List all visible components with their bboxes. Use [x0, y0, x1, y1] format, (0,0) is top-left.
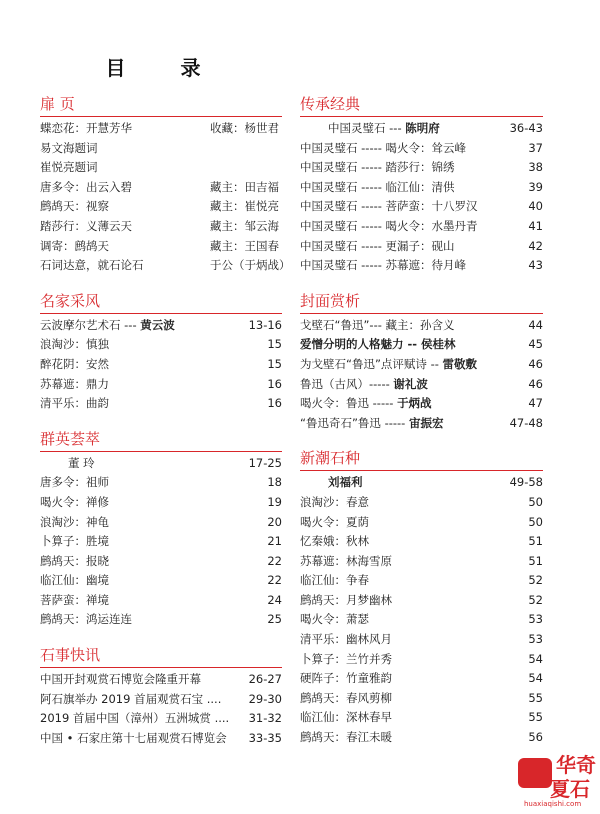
toc-entry-title: 崔悦亮题词 [40, 160, 98, 175]
toc-entry-page: 55 [528, 690, 543, 705]
toc-entry[interactable] [40, 178, 282, 198]
toc-entry[interactable] [40, 139, 282, 159]
toc-entry-title: 石词达意，就石论石 [40, 258, 144, 273]
toc-entry[interactable] [300, 217, 543, 237]
toc-entry-page: 19 [267, 494, 282, 509]
toc-entry[interactable] [40, 690, 282, 710]
watermark-url: huaxiaqishi.com [524, 800, 582, 808]
toc-entry-author: 宙振宏 [408, 415, 444, 430]
toc-entry[interactable] [40, 316, 282, 336]
toc-entry-title: 硬阵子：竹童雅韵 [300, 671, 392, 686]
toc-entry-title: 踏莎行：义薄云天 [40, 218, 132, 233]
toc-entry-title: 浪淘沙：神龟 [40, 514, 109, 529]
toc-entry[interactable] [40, 335, 282, 355]
toc-entry-title: “鲁迅奇石”鲁迅 ----- 宙振宏 [300, 415, 444, 430]
toc-entry-collector: 藏主：王国春 [210, 238, 279, 253]
toc-entry[interactable] [300, 630, 543, 650]
toc-entry-author: 爱憎分明的人格魅力 -- 侯桂林 [300, 337, 456, 352]
toc-entry[interactable] [40, 552, 282, 572]
toc-entry-title: 中国 • 石家庄第十七届观赏石博览会 [40, 730, 227, 745]
toc-entry-title: 苏幕遮：鼎力 [40, 376, 109, 391]
toc-entry-page: 46 [528, 356, 543, 371]
toc-entry-title: 为戈壁石“鲁迅”点评赋诗 -- 雷敬敷 [300, 356, 478, 371]
toc-entry-page: 42 [528, 238, 543, 253]
page-title: 目 录 [105, 56, 225, 80]
toc-entry-collector: 藏主：田吉福 [210, 179, 279, 194]
toc-entry-page: 37 [528, 140, 543, 155]
toc-entry-title: 卜算子：胜境 [40, 534, 109, 549]
watermark-logo-icon [516, 740, 596, 810]
toc-entry-title [328, 473, 363, 493]
toc-entry[interactable] [300, 178, 543, 198]
toc-entry[interactable] [40, 256, 291, 276]
toc-entry[interactable] [40, 591, 282, 611]
toc-entry[interactable] [300, 728, 543, 748]
toc-entry-title: 中国灵璧石 --- 陈明府 [328, 121, 440, 135]
toc-entry[interactable] [300, 414, 543, 434]
toc-entry-title: 喝火令：萧瑟 [300, 612, 369, 627]
section-divider [40, 116, 282, 117]
toc-entry-page: 26-27 [248, 672, 282, 687]
logo-block-left [518, 758, 552, 788]
toc-entry-title: 浪淘沙：春意 [300, 494, 369, 509]
toc-entry-page: 16 [267, 396, 282, 411]
toc-entry[interactable] [40, 217, 282, 237]
toc-entry-title: 鹧鸪天：报晓 [40, 553, 109, 568]
toc-entry[interactable] [300, 571, 543, 591]
toc-entry-title: 清平乐：曲韵 [40, 396, 109, 411]
toc-entry-title: 中国开封观赏石博览会隆重开幕 [40, 672, 201, 687]
toc-entry[interactable] [300, 610, 543, 630]
toc-entry[interactable] [40, 513, 282, 533]
toc-entry-title [300, 335, 456, 355]
toc-entry-page: 55 [528, 710, 543, 725]
section-heading: 扉 页 [40, 95, 75, 113]
toc-entry-page: 43 [528, 258, 543, 273]
toc-entry-page: 15 [267, 356, 282, 371]
toc-entry-title: 中国灵璧石 ----- 更漏子：砚山 [300, 238, 455, 253]
watermark-logo [516, 740, 596, 810]
toc-entry[interactable] [300, 394, 543, 414]
toc-entry[interactable] [300, 119, 543, 139]
toc-entry-title: 鹧鸪天：春风剪柳 [300, 690, 392, 705]
toc-entry[interactable] [300, 493, 543, 513]
toc-entry-title: 忆秦娥：秋林 [300, 534, 369, 549]
toc-entry-page: 29-30 [248, 691, 282, 706]
toc-entry-page: 51 [528, 553, 543, 568]
toc-entry[interactable] [300, 650, 543, 670]
toc-entry-page: 54 [528, 671, 543, 686]
toc-entry-title: 清平乐：幽林风月 [300, 632, 392, 647]
toc-entry[interactable] [40, 473, 282, 493]
section-heading: 新潮石种 [300, 449, 361, 468]
toc-entry-title: 唐多令：出云入碧 [40, 179, 132, 194]
toc-entry[interactable] [300, 237, 543, 257]
toc-entry-title: 中国灵璧石 ----- 踏莎行：锦绣 [300, 160, 455, 175]
toc-entry-collector: 藏主：邹云海 [210, 218, 279, 233]
toc-entry-page: 50 [528, 494, 543, 509]
toc-entry-author: 黄云波 [140, 317, 175, 332]
toc-entry[interactable] [40, 493, 282, 513]
toc-entry[interactable] [300, 532, 543, 552]
toc-entry-collector: 藏主：崔悦亮 [210, 199, 279, 214]
toc-entry-page: 52 [528, 592, 543, 607]
toc-entry-title: 中国灵璧石 ----- 喝火令：水墨丹青 [300, 218, 478, 233]
section-heading: 群英荟萃 [40, 429, 101, 448]
toc-entry[interactable] [300, 355, 543, 375]
toc-entry-title: 董 玲 [68, 455, 95, 470]
toc-entry[interactable] [300, 689, 543, 709]
toc-entry[interactable] [300, 552, 543, 572]
toc-entry[interactable] [40, 119, 282, 139]
section-heading: 石事快讯 [40, 646, 101, 665]
toc-entry-title: 苏幕遮：林海雪原 [300, 553, 392, 568]
section-divider [300, 313, 543, 314]
toc-entry[interactable] [300, 669, 543, 689]
toc-entry-author: 陈明府 [405, 121, 440, 135]
toc-entry-page: 41 [528, 218, 543, 233]
toc-entry-page: 44 [528, 317, 543, 332]
toc-entry[interactable] [300, 158, 543, 178]
toc-entry-page: 53 [528, 612, 543, 627]
toc-entry-title: 临江仙：幽境 [40, 573, 109, 588]
toc-entry-author: 于炳战 [397, 396, 432, 411]
toc-entry[interactable] [40, 670, 282, 690]
toc-entry-title: 戈壁石“鲁迅”--- 藏主：孙含义 [300, 317, 455, 332]
toc-entry-title: 中国灵璧石 ----- 菩萨蛮：十八罗汉 [300, 199, 478, 214]
toc-entry-page: 20 [267, 514, 282, 529]
toc-entry-page: 53 [528, 632, 543, 647]
toc-entry-title: 中国灵璧石 ----- 苏幕遮：待月峰 [300, 258, 467, 273]
toc-left-column [40, 92, 291, 748]
toc-entry-page: 50 [528, 514, 543, 529]
toc-entry-page: 18 [267, 475, 282, 490]
toc-entry-title: 蝶恋花：开慧芳华 [40, 121, 132, 135]
toc-entry-title: 云波摩尔艺术石 --- 黄云波 [40, 317, 175, 332]
toc-entry[interactable] [300, 256, 543, 276]
section-heading: 封面赏析 [300, 291, 361, 310]
toc-entry-title: 喝火令：鲁迅 ----- 于炳战 [300, 396, 432, 411]
toc-entry-title: 阿石旗举办 2019 首届观赏石宝 .... [40, 691, 222, 706]
toc-entry-title: 临江仙：深林春早 [300, 710, 392, 725]
toc-entry-page: 25 [267, 612, 282, 627]
section-divider [40, 313, 282, 314]
toc-entry-page: 47 [528, 396, 543, 411]
toc-entry[interactable] [300, 708, 543, 728]
toc-entry-page: 38 [528, 160, 543, 175]
toc-entry[interactable] [40, 729, 282, 749]
section-heading: 传承经典 [300, 95, 361, 113]
toc-entry-title: 菩萨蛮：禅境 [40, 592, 109, 607]
toc-entry-page: 49-58 [509, 475, 543, 490]
toc-entry-page: 24 [267, 592, 282, 607]
toc-entry-title: 中国灵璧石 ----- 临江仙：清供 [300, 179, 455, 194]
toc-entry-page: 54 [528, 651, 543, 666]
toc-entry-title: 调寄：鹧鸪天 [40, 238, 109, 253]
toc-entry-title: 鹧鸪天：鸿运连连 [40, 612, 132, 627]
toc-entry[interactable] [40, 709, 282, 729]
section-divider [300, 116, 543, 117]
toc-entry-title: 鲁迅（古风）----- 谢礼波 [300, 376, 428, 391]
toc-entry[interactable] [40, 375, 282, 395]
toc-entry-page: 22 [267, 553, 282, 568]
toc-entry[interactable] [40, 532, 282, 552]
toc-entry-page: 36-43 [509, 121, 543, 135]
toc-entry-author: 刘福利 [328, 475, 363, 490]
toc-entry-page: 15 [267, 337, 282, 352]
toc-entry-title: 易文海题词 [40, 140, 98, 155]
watermark-line2: 夏石 [550, 777, 590, 801]
toc-entry[interactable] [300, 335, 543, 355]
toc-entry-page: 46 [528, 376, 543, 391]
toc-entry-title: 浪淘沙：慎独 [40, 337, 109, 352]
toc-entry-page: 51 [528, 534, 543, 549]
toc-right-column [300, 92, 543, 748]
toc-entry[interactable] [40, 394, 282, 414]
toc-entry[interactable] [40, 454, 282, 474]
toc-entry-page: 56 [528, 730, 543, 745]
toc-entry-title: 醉花阴：安然 [40, 356, 109, 371]
toc-entry-page: 45 [528, 337, 543, 352]
toc-entry[interactable] [300, 513, 543, 533]
toc-entry-page: 22 [267, 573, 282, 588]
toc-entry[interactable] [300, 473, 543, 493]
toc-entry[interactable] [300, 197, 543, 217]
section-divider [40, 451, 282, 452]
toc-entry-title: 鹧鸪天：春江未暖 [300, 730, 392, 745]
toc-entry[interactable] [40, 237, 282, 257]
toc-entry[interactable] [40, 571, 282, 591]
toc-entry-title: 卜算子：兰竹并秀 [300, 651, 392, 666]
toc-entry-page: 40 [528, 199, 543, 214]
toc-entry[interactable] [300, 591, 543, 611]
toc-entry-title: 喝火令：禅修 [40, 494, 109, 509]
toc-entry-page: 31-32 [248, 711, 282, 726]
toc-entry[interactable] [40, 197, 282, 217]
section-heading: 名家采风 [40, 291, 101, 310]
toc-entry[interactable] [40, 610, 282, 630]
toc-entry[interactable] [300, 316, 543, 336]
toc-entry-author: 谢礼波 [393, 376, 428, 391]
toc-entry-page: 17-25 [248, 455, 282, 470]
toc-entry-title: 临江仙：争春 [300, 573, 369, 588]
watermark-line1: 华奇 [556, 753, 596, 777]
toc-entry-title: 鹧鸪天：月梦幽林 [300, 592, 392, 607]
section-divider [300, 470, 543, 471]
section-divider [40, 667, 282, 668]
toc-entry-page: 33-35 [248, 730, 282, 745]
toc-entry-title: 鹧鸪天：视察 [40, 199, 109, 214]
toc-entry-title: 2019 首届中国（漳州）五洲城赏 .... [40, 711, 230, 726]
toc-entry-page: 21 [267, 534, 282, 549]
toc-entry-title: 中国灵璧石 ----- 喝火令：耸云峰 [300, 140, 467, 155]
toc-entry-page: 52 [528, 573, 543, 588]
toc-entry-title: 喝火令：夏荫 [300, 514, 369, 529]
toc-entry[interactable] [300, 139, 543, 159]
toc-entry[interactable] [40, 355, 282, 375]
toc-entry[interactable] [40, 158, 282, 178]
toc-entry-title: 唐多令：祖师 [40, 475, 109, 490]
toc-entry-page: 13-16 [248, 317, 282, 332]
toc-entry-collector: 于公（于炳战） [210, 258, 291, 273]
toc-entry-collector: 收藏：杨世君 [210, 121, 279, 135]
toc-entry-author: 雷敬敷 [442, 356, 478, 371]
toc-entry[interactable] [300, 375, 543, 395]
toc-entry-page: 39 [528, 179, 543, 194]
toc-entry-page: 47-48 [509, 415, 543, 430]
toc-entry-page: 16 [267, 376, 282, 391]
